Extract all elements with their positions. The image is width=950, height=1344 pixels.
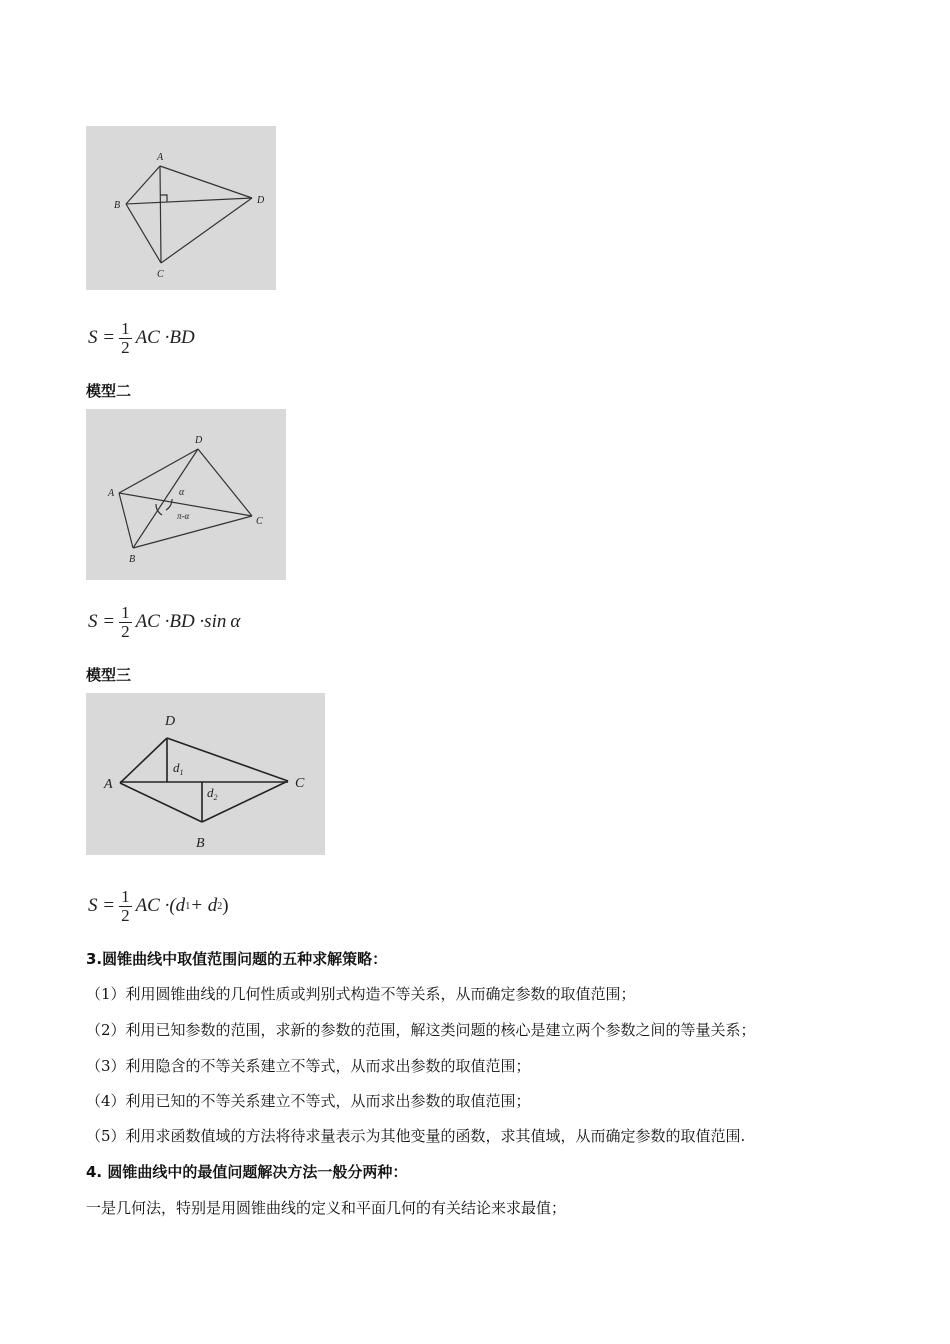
formula-lhs: S = [88,895,116,916]
strategy-item-4: （4）利用已知的不等关系建立不等式，从而求出参数的取值范围； [86,1092,531,1110]
kite-diagram-perpendicular [86,126,276,290]
vertex-label-c: C [157,269,164,280]
vertex-label-d: D [165,714,176,729]
fraction-half: $\frac{1}{2}$ [121,602,130,641]
heading-model-three: 模型三 [86,666,132,684]
vertex-label-b: B [129,554,136,565]
height-label-d1: $d_1$ [173,760,184,777]
heading-section-4: 4. 圆锥曲线中的最值问题解决方法一般分两种： [86,1163,408,1181]
angle-label-alpha: α [179,487,185,498]
subscript-1: 1 [185,900,191,912]
figure-model-two [86,409,286,580]
formula-lhs: S = [88,611,116,632]
vertex-label-d: D [195,435,203,446]
method-line-geometric: 一是几何法，特别是用圆锥曲线的定义和平面几何的有关结论来求最值； [86,1199,567,1217]
height-label-d2: $d_2$ [207,785,218,802]
formula-model-three [88,884,229,928]
formula-plus-d: + d [190,895,218,916]
formula-close-paren: ) [222,895,229,916]
heading-section-3: 3.圆锥曲线中取值范围问题的五种求解策略： [86,950,388,968]
vertex-label-b: B [196,836,205,851]
vertex-label-d: D [257,195,265,206]
quadrilateral-diagram-heights [86,693,325,855]
figure-model-three [86,693,325,855]
vertex-label-a: A [104,777,113,792]
fraction-half: $\frac{1}{2}$ [121,886,130,925]
strategy-item-1: （1）利用圆锥曲线的几何性质或判别式构造不等关系，从而确定参数的取值范围； [86,985,636,1003]
strategy-item-3: （3）利用隐含的不等关系建立不等式，从而求出参数的取值范围； [86,1057,531,1075]
vertex-label-b: B [114,200,121,211]
formula-model-two [88,600,240,644]
strategy-item-5: （5）利用求函数值域的方法将待求量表示为其他变量的函数，求其值域，从而确定参数的取值范围. [86,1127,746,1145]
figure-model-one [86,126,276,290]
formula-rhs: AC ·BD ·sin [135,611,227,632]
formula-lhs: S = [88,327,116,348]
subscript-2: 2 [217,900,223,912]
strategy-item-2: （2）利用已知参数的范围，求新的参数的范围，解这类问题的核心是建立两个参数之间的等量关系； [86,1021,756,1039]
formula-rhs: AC ·BD [135,327,195,348]
angle-label-pi-minus-alpha: π-α [177,511,190,521]
vertex-label-a: A [157,152,164,163]
quadrilateral-diagram-angle [86,409,286,580]
vertex-label-c: C [256,516,263,527]
formula-alpha: α [230,611,241,632]
heading-model-two: 模型二 [86,382,132,400]
fraction-half: $\frac{1}{2}$ [121,318,130,357]
formula-model-one [88,316,195,360]
vertex-label-c: C [295,776,305,791]
vertex-label-a: A [108,488,115,499]
formula-rhs-part: AC ·(d [135,895,186,916]
